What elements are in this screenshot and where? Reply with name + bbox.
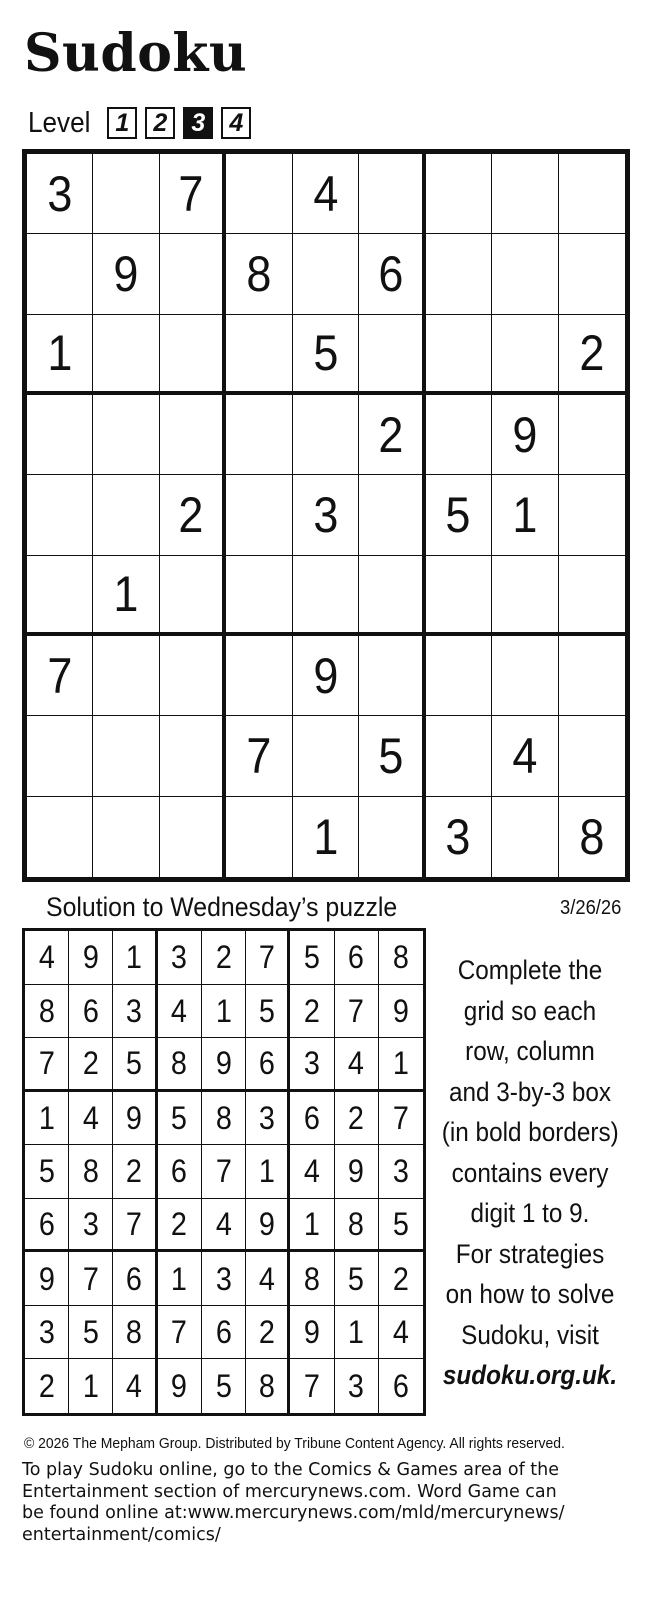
footer-line: be found online at:www.mercurynews.com/mld/mercurynews/: [22, 1503, 565, 1523]
instructions: [432, 950, 628, 1396]
cell-digit: 3: [445, 808, 471, 865]
puzzle-cell[interactable]: [160, 154, 226, 234]
puzzle-cell[interactable]: [559, 797, 625, 877]
instruction-line: (in bold borders): [441, 1117, 619, 1147]
cell-digit: 1: [47, 324, 73, 381]
puzzle-cell[interactable]: [492, 636, 558, 716]
puzzle-cell[interactable]: [93, 797, 159, 877]
solution-cell: [335, 1038, 379, 1092]
puzzle-cell[interactable]: [27, 315, 93, 395]
solution-cell: [113, 1038, 157, 1092]
solution-cell: [335, 931, 379, 985]
solution-cell: [158, 931, 202, 985]
solution-cell: [246, 1306, 290, 1360]
instruction-line: contains every: [451, 1157, 609, 1188]
cell-digit: 9: [392, 992, 409, 1029]
solution-cell: [158, 1359, 202, 1413]
solution-cell: [158, 1092, 202, 1146]
instruction-line: grid so each: [463, 995, 597, 1026]
page-title: Sudoku: [24, 23, 248, 84]
cell-digit: 9: [512, 406, 538, 463]
solution-cell: [158, 1038, 202, 1092]
puzzle-cell[interactable]: [27, 556, 93, 636]
puzzle-cell[interactable]: [293, 154, 359, 234]
solution-cell: [69, 1252, 113, 1306]
cell-digit: 8: [171, 1045, 188, 1082]
puzzle-cell[interactable]: [359, 395, 425, 475]
puzzle-cell[interactable]: [160, 797, 226, 877]
solution-cell: [335, 1092, 379, 1146]
cell-digit: 3: [312, 486, 338, 543]
cell-digit: 6: [348, 939, 365, 976]
solution-cell: [25, 1199, 69, 1253]
puzzle-cell[interactable]: [93, 395, 159, 475]
cell-digit: 2: [348, 1099, 365, 1136]
cell-digit: 3: [171, 939, 188, 976]
cell-digit: 8: [215, 1099, 232, 1136]
copyright-notice: © 2026 The Mepham Group. Distributed by Tribune Content Agency. All rights reserved.: [24, 1435, 565, 1452]
puzzle-cell[interactable]: [559, 475, 625, 555]
cell-digit: 9: [303, 1314, 320, 1351]
solution-cell: [69, 1359, 113, 1413]
puzzle-cell[interactable]: [559, 234, 625, 314]
puzzle-cell[interactable]: [226, 475, 292, 555]
instruction-line: row, column: [465, 1036, 595, 1066]
cell-digit: 9: [258, 1206, 275, 1243]
puzzle-cell[interactable]: [359, 636, 425, 716]
cell-digit: 5: [258, 992, 275, 1029]
puzzle-cell[interactable]: [492, 556, 558, 636]
solution-cell: [290, 1359, 334, 1413]
cell-digit: 8: [38, 992, 55, 1029]
puzzle-cell[interactable]: [27, 475, 93, 555]
solution-cell: [379, 1092, 423, 1146]
cell-digit: 2: [215, 939, 232, 976]
cell-digit: 4: [392, 1314, 409, 1351]
cell-digit: 2: [126, 1153, 143, 1190]
solution-cell: [113, 1252, 157, 1306]
solution-cell: [158, 1252, 202, 1306]
cell-digit: 1: [82, 1368, 99, 1405]
solution-cell: [246, 1038, 290, 1092]
puzzle-cell[interactable]: [160, 395, 226, 475]
cell-digit: 7: [303, 1368, 320, 1405]
cell-digit: 8: [82, 1153, 99, 1190]
solution-cell: [335, 1359, 379, 1413]
puzzle-cell[interactable]: [93, 315, 159, 395]
solution-cell: [25, 1306, 69, 1360]
puzzle-cell[interactable]: [293, 716, 359, 796]
puzzle-cell[interactable]: [27, 716, 93, 796]
cell-digit: 9: [38, 1260, 55, 1297]
puzzle-cell[interactable]: [226, 395, 292, 475]
cell-digit: 2: [171, 1206, 188, 1243]
cell-digit: 9: [82, 939, 99, 976]
cell-digit: 7: [82, 1260, 99, 1297]
cell-digit: 4: [303, 1153, 320, 1190]
solution-cell: [246, 985, 290, 1039]
puzzle-cell[interactable]: [160, 636, 226, 716]
puzzle-cell[interactable]: [426, 797, 492, 877]
solution-cell: [69, 1199, 113, 1253]
cell-digit: 1: [113, 565, 139, 622]
puzzle-cell[interactable]: [359, 234, 425, 314]
cell-digit: 4: [215, 1206, 232, 1243]
puzzle-cell[interactable]: [27, 395, 93, 475]
puzzle-cell[interactable]: [559, 315, 625, 395]
solution-cell: [25, 985, 69, 1039]
cell-digit: 7: [171, 1314, 188, 1351]
sudoku-site-link[interactable]: sudoku.org.uk.: [442, 1360, 618, 1390]
solution-cell: [290, 1038, 334, 1092]
puzzle-cell[interactable]: [293, 234, 359, 314]
puzzle-cell[interactable]: [226, 154, 292, 234]
puzzle-cell[interactable]: [226, 315, 292, 395]
solution-cell: [25, 931, 69, 985]
solution-cell: [69, 931, 113, 985]
cell-digit: 5: [38, 1153, 55, 1190]
puzzle-cell[interactable]: [426, 636, 492, 716]
puzzle-cell[interactable]: [359, 797, 425, 877]
puzzle-cell[interactable]: [559, 395, 625, 475]
cell-digit: 5: [303, 939, 320, 976]
instruction-line: digit 1 to 9.: [470, 1198, 590, 1228]
cell-digit: 7: [47, 647, 73, 704]
footer-line: entertainment/comics/: [22, 1524, 221, 1545]
puzzle-cell[interactable]: [492, 234, 558, 314]
cell-digit: 5: [348, 1260, 365, 1297]
level-option-4[interactable]: 4: [221, 107, 251, 139]
puzzle-cell[interactable]: [160, 475, 226, 555]
solution-cell: [290, 1145, 334, 1199]
cell-digit: 9: [126, 1099, 143, 1136]
puzzle-cell[interactable]: [93, 154, 159, 234]
solution-cell: [158, 1145, 202, 1199]
cell-digit: 8: [303, 1260, 320, 1297]
solution-cell: [335, 1306, 379, 1360]
cell-digit: 6: [377, 245, 403, 302]
cell-digit: 3: [38, 1314, 55, 1351]
cell-digit: 4: [171, 992, 188, 1029]
cell-digit: 2: [38, 1368, 55, 1405]
cell-digit: 8: [348, 1206, 365, 1243]
cell-digit: 6: [303, 1099, 320, 1136]
puzzle-cell[interactable]: [359, 475, 425, 555]
solution-cell: [158, 1199, 202, 1253]
solution-cell: [246, 1252, 290, 1306]
puzzle-cell[interactable]: [426, 395, 492, 475]
instruction-line: on how to solve: [445, 1279, 615, 1309]
solution-cell: [69, 1145, 113, 1199]
solution-cell: [379, 1359, 423, 1413]
puzzle-cell[interactable]: [559, 556, 625, 636]
solution-cell: [290, 1306, 334, 1360]
solution-cell: [202, 1145, 246, 1199]
cell-digit: 3: [215, 1260, 232, 1297]
level-label: Level: [28, 106, 91, 139]
puzzle-cell[interactable]: [293, 475, 359, 555]
puzzle-cell[interactable]: [226, 636, 292, 716]
puzzle-cell[interactable]: [226, 234, 292, 314]
cell-digit: 9: [113, 245, 139, 302]
puzzle-cell[interactable]: [293, 797, 359, 877]
solution-cell: [290, 985, 334, 1039]
cell-digit: 1: [258, 1153, 275, 1190]
cell-digit: 1: [303, 1206, 320, 1243]
puzzle-cell[interactable]: [160, 716, 226, 796]
cell-digit: 2: [377, 406, 403, 463]
cell-digit: 6: [258, 1045, 275, 1082]
puzzle-cell[interactable]: [559, 636, 625, 716]
cell-digit: 8: [126, 1314, 143, 1351]
solution-cell: [113, 985, 157, 1039]
solution-cell: [202, 1359, 246, 1413]
cell-digit: 5: [215, 1368, 232, 1405]
solution-cell: [290, 1199, 334, 1253]
cell-digit: 7: [348, 992, 365, 1029]
solution-cell: [379, 931, 423, 985]
cell-digit: 4: [512, 727, 538, 784]
solution-cell: [202, 1306, 246, 1360]
cell-digit: 6: [38, 1206, 55, 1243]
puzzle-cell[interactable]: [359, 716, 425, 796]
cell-digit: 9: [215, 1045, 232, 1082]
puzzle-cell[interactable]: [426, 716, 492, 796]
solution-cell: [202, 1252, 246, 1306]
solution-cell: [69, 1306, 113, 1360]
cell-digit: 1: [392, 1045, 409, 1082]
puzzle-cell[interactable]: [559, 716, 625, 796]
puzzle-cell[interactable]: [359, 556, 425, 636]
cell-digit: 2: [178, 486, 204, 543]
puzzle-cell[interactable]: [27, 234, 93, 314]
cell-digit: 2: [392, 1260, 409, 1297]
cell-digit: 6: [171, 1153, 188, 1190]
cell-digit: 9: [171, 1368, 188, 1405]
cell-digit: 5: [445, 486, 471, 543]
solution-cell: [25, 1252, 69, 1306]
puzzle-cell[interactable]: [492, 395, 558, 475]
instruction-line: Sudoku, visit: [461, 1319, 599, 1350]
cell-digit: 6: [392, 1368, 409, 1405]
puzzle-cell[interactable]: [359, 154, 425, 234]
instruction-line: and 3-by-3 box: [448, 1076, 612, 1107]
cell-digit: 2: [82, 1045, 99, 1082]
cell-digit: 8: [392, 939, 409, 976]
cell-digit: 8: [258, 1368, 275, 1405]
cell-digit: 5: [392, 1206, 409, 1243]
level-option-2[interactable]: 2: [145, 107, 175, 139]
cell-digit: 2: [579, 324, 605, 381]
solution-title: Solution to Wednesday’s puzzle: [46, 892, 398, 922]
solution-cell: [246, 1359, 290, 1413]
solution-cell: [246, 1145, 290, 1199]
cell-digit: 3: [126, 992, 143, 1029]
solution-cell: [379, 985, 423, 1039]
puzzle-cell[interactable]: [293, 315, 359, 395]
cell-digit: 7: [392, 1099, 409, 1136]
cell-digit: 9: [348, 1153, 365, 1190]
puzzle-date: 3/26/26: [560, 897, 622, 919]
footer-line: Entertainment section of mercurynews.com. Word Game can: [22, 1481, 557, 1502]
solution-cell: [202, 1038, 246, 1092]
cell-digit: 3: [348, 1368, 365, 1405]
puzzle-cell[interactable]: [492, 475, 558, 555]
cell-digit: 1: [312, 808, 338, 865]
puzzle-cell[interactable]: [226, 716, 292, 796]
puzzle-cell[interactable]: [27, 154, 93, 234]
cell-digit: 6: [215, 1314, 232, 1351]
solution-cell: [69, 985, 113, 1039]
solution-cell: [113, 931, 157, 985]
sudoku-puzzle-grid: [22, 149, 630, 882]
level-option-1[interactable]: 1: [107, 107, 137, 139]
puzzle-cell[interactable]: [492, 315, 558, 395]
puzzle-cell[interactable]: [559, 154, 625, 234]
puzzle-cell[interactable]: [293, 395, 359, 475]
cell-digit: 1: [38, 1099, 55, 1136]
puzzle-cell[interactable]: [93, 716, 159, 796]
puzzle-cell[interactable]: [492, 154, 558, 234]
cell-digit: 1: [215, 992, 232, 1029]
cell-digit: 5: [171, 1099, 188, 1136]
solution-cell: [379, 1306, 423, 1360]
puzzle-cell[interactable]: [426, 475, 492, 555]
cell-digit: 5: [377, 727, 403, 784]
cell-digit: 3: [392, 1153, 409, 1190]
puzzle-cell[interactable]: [293, 636, 359, 716]
solution-cell: [113, 1199, 157, 1253]
cell-digit: 8: [579, 808, 605, 865]
cell-digit: 7: [215, 1153, 232, 1190]
cell-digit: 2: [303, 992, 320, 1029]
solution-cell: [290, 1252, 334, 1306]
solution-cell: [246, 1092, 290, 1146]
solution-cell: [379, 1199, 423, 1253]
solution-cell: [246, 931, 290, 985]
puzzle-cell[interactable]: [160, 315, 226, 395]
cell-digit: 2: [258, 1314, 275, 1351]
puzzle-cell[interactable]: [27, 636, 93, 716]
cell-digit: 6: [126, 1260, 143, 1297]
solution-cell: [290, 1092, 334, 1146]
solution-cell: [113, 1306, 157, 1360]
cell-digit: 4: [312, 165, 338, 222]
solution-cell: [113, 1359, 157, 1413]
solution-cell: [202, 931, 246, 985]
cell-digit: 7: [38, 1045, 55, 1082]
puzzle-cell[interactable]: [226, 797, 292, 877]
puzzle-cell[interactable]: [93, 475, 159, 555]
solution-cell: [202, 1199, 246, 1253]
puzzle-cell[interactable]: [93, 234, 159, 314]
level-option-3[interactable]: 3: [183, 107, 213, 139]
footer-note: [22, 1460, 642, 1546]
puzzle-cell[interactable]: [492, 797, 558, 877]
solution-cell: [335, 1145, 379, 1199]
cell-digit: 3: [303, 1045, 320, 1082]
cell-digit: 1: [126, 939, 143, 976]
cell-digit: 1: [512, 486, 538, 543]
puzzle-cell[interactable]: [27, 797, 93, 877]
cell-digit: 7: [178, 165, 204, 222]
cell-digit: 4: [82, 1099, 99, 1136]
solution-cell: [246, 1199, 290, 1253]
cell-digit: 7: [258, 939, 275, 976]
cell-digit: 5: [126, 1045, 143, 1082]
solution-cell: [202, 985, 246, 1039]
cell-digit: 9: [312, 647, 338, 704]
solution-cell: [379, 1145, 423, 1199]
cell-digit: 1: [171, 1260, 188, 1297]
puzzle-cell[interactable]: [93, 556, 159, 636]
cell-digit: 3: [82, 1206, 99, 1243]
solution-cell: [335, 1199, 379, 1253]
puzzle-cell[interactable]: [492, 716, 558, 796]
cell-digit: 1: [348, 1314, 365, 1351]
solution-cell: [379, 1038, 423, 1092]
solution-cell: [158, 985, 202, 1039]
cell-digit: 4: [348, 1045, 365, 1082]
solution-cell: [335, 985, 379, 1039]
cell-digit: 3: [258, 1099, 275, 1136]
puzzle-cell[interactable]: [426, 154, 492, 234]
footer-line: To play Sudoku online, go to the Comics & Games area of the: [22, 1460, 560, 1480]
solution-cell: [25, 1145, 69, 1199]
solution-cell: [69, 1092, 113, 1146]
cell-digit: 7: [246, 727, 272, 784]
puzzle-cell[interactable]: [226, 556, 292, 636]
cell-digit: 3: [47, 165, 73, 222]
puzzle-cell[interactable]: [160, 234, 226, 314]
cell-digit: 4: [258, 1260, 275, 1297]
solution-cell: [69, 1038, 113, 1092]
solution-cell: [202, 1092, 246, 1146]
cell-digit: 6: [82, 992, 99, 1029]
level-selector: [28, 104, 259, 142]
solution-cell: [158, 1306, 202, 1360]
puzzle-cell[interactable]: [426, 315, 492, 395]
cell-digit: 4: [126, 1368, 143, 1405]
cell-digit: 7: [126, 1206, 143, 1243]
solution-cell: [113, 1145, 157, 1199]
solution-cell: [25, 1092, 69, 1146]
instruction-line: For strategies: [455, 1238, 605, 1269]
solution-cell: [290, 931, 334, 985]
solution-grid: [22, 928, 426, 1416]
solution-cell: [25, 1038, 69, 1092]
cell-digit: 8: [246, 245, 272, 302]
puzzle-cell[interactable]: [93, 636, 159, 716]
instruction-line: Complete the: [457, 955, 603, 985]
cell-digit: 5: [82, 1314, 99, 1351]
cell-digit: 4: [38, 939, 55, 976]
puzzle-cell[interactable]: [359, 315, 425, 395]
puzzle-cell[interactable]: [293, 556, 359, 636]
puzzle-cell[interactable]: [426, 556, 492, 636]
puzzle-cell[interactable]: [160, 556, 226, 636]
puzzle-cell[interactable]: [426, 234, 492, 314]
solution-cell: [113, 1092, 157, 1146]
solution-cell: [335, 1252, 379, 1306]
solution-cell: [25, 1359, 69, 1413]
solution-cell: [379, 1252, 423, 1306]
cell-digit: 5: [312, 324, 338, 381]
